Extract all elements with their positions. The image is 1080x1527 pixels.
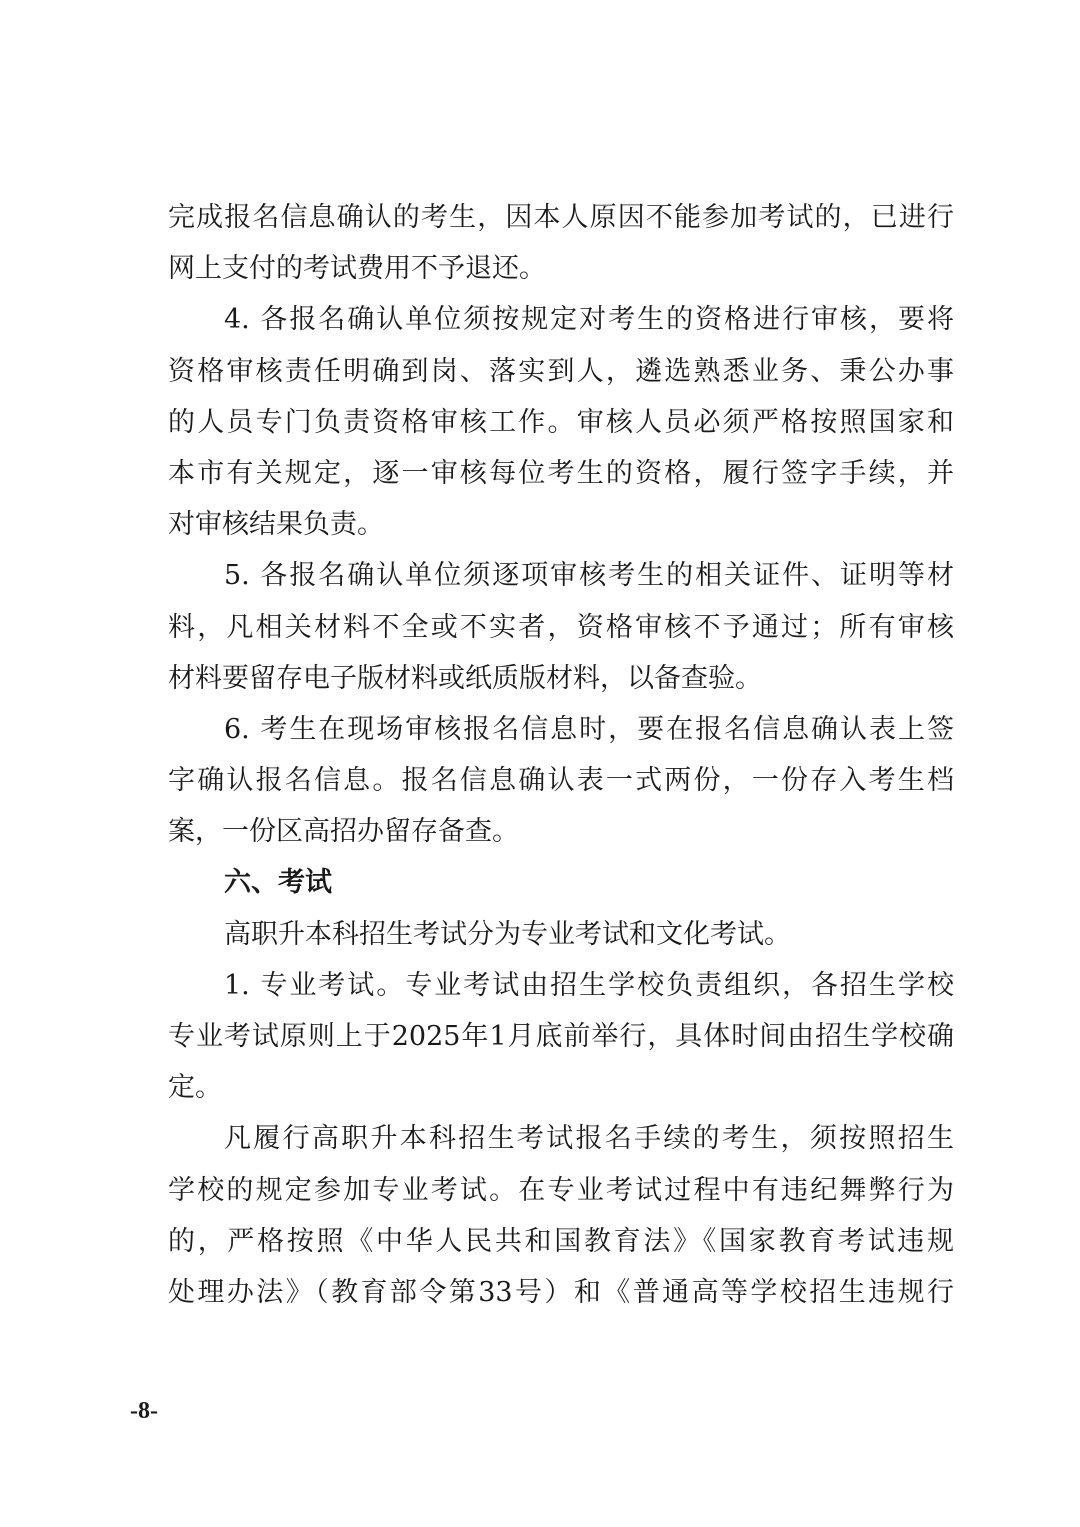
text-line: 完成报名信息确认的考生，因本人原因不能参加考试的，已进行 (168, 202, 954, 233)
page-number: -8- (130, 1398, 158, 1424)
text-line: 案，一份区高招办留存备查。 (168, 816, 519, 848)
text-line: 本市有关规定，逐一审核每位考生的资格，履行签字手续，并 (168, 457, 954, 489)
text-line: 的人员专门负责资格审核工作。审核人员必须严格按照国家和 (168, 406, 954, 438)
text-line: 学校的规定参加专业考试。在专业考试过程中有违纪舞弊行为 (168, 1174, 954, 1206)
text-line: 凡履行高职升本科招生考试报名手续的考生，须按照招生 (224, 1123, 954, 1155)
text-line: 6. 考生在现场审核报名信息时，要在报名信息确认表上签 (224, 713, 954, 745)
text-line: 专业考试原则上于2025年1月底前举行，具体时间由招生学校确 (168, 1021, 954, 1052)
text-line: 1. 专业考试。专业考试由招生学校负责组织，各招生学校 (224, 969, 954, 1001)
text-line: 定。 (168, 1072, 222, 1104)
text-line: 5. 各报名确认单位须逐项审核考生的相关证件、证明等材 (224, 560, 954, 592)
text-line: 材料要留存电子版材料或纸质版材料，以备查验。 (168, 662, 762, 694)
text-line: 高职升本科招生考试分为专业考试和文化考试。 (224, 918, 791, 950)
text-line: 对审核结果负责。 (168, 509, 384, 541)
text-line: 4. 各报名确认单位须按规定对考生的资格进行审核，要将 (224, 304, 954, 336)
text-line: 资格审核责任明确到岗、落实到人，遴选熟悉业务、秉公办事 (168, 355, 954, 387)
text-line: 处理办法》（教育部令第33号）和《普通高等学校招生违规行 (168, 1276, 954, 1308)
text-line: 的，严格按照《中华人民共和国教育法》《国家教育考试违规 (168, 1225, 954, 1257)
text-line: 料，凡相关材料不全或不实者，资格审核不予通过；所有审核 (168, 611, 954, 643)
text-line: 字确认报名信息。报名信息确认表一式两份，一份存入考生档 (168, 765, 954, 797)
section-heading: 六、考试 (224, 867, 332, 899)
text-line: 网上支付的考试费用不予退还。 (168, 253, 546, 285)
body-text (168, 192, 954, 1318)
